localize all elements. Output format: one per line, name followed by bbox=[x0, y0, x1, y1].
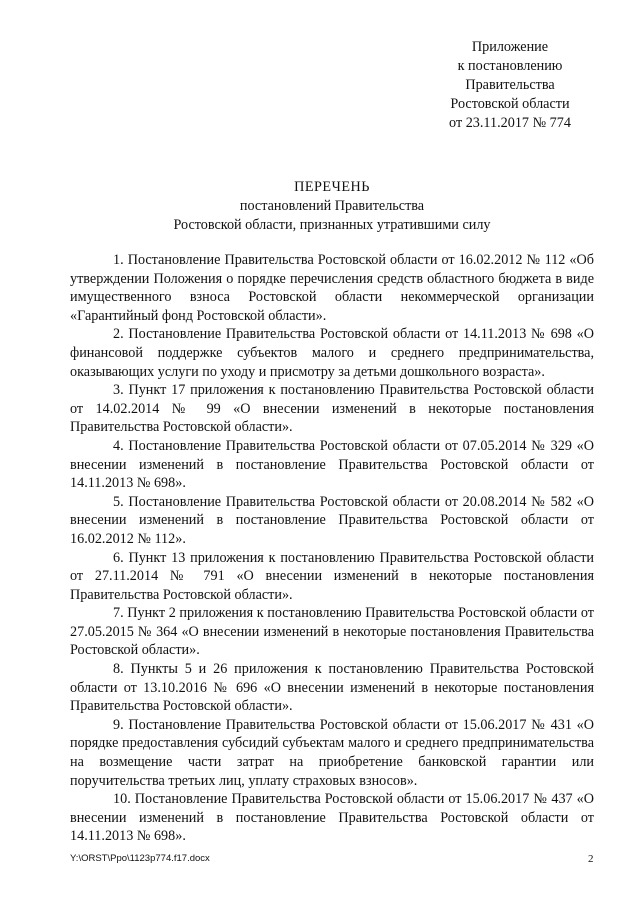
list-item: 10. Постановление Правительства Ростовской области от 15.06.2017 № 437 «О внесении изменений в постановление Правительства Ростовской области от 14.11.2013 № 698». bbox=[70, 791, 594, 845]
document-title: ПЕРЕЧЕНЬ bbox=[294, 179, 370, 195]
list-item: 5. Постановление Правительства Ростовской области от 20.08.2014 № 582 «О внесении изменений в постановление Правительства Ростовской области от 16.02.2012 № 112». bbox=[70, 493, 594, 547]
list-body bbox=[70, 251, 594, 846]
list-item: 6. Пункт 13 приложения к постановлению Правительства Ростовской области от 27.11.2014 № 791 «О внесении изменений в некоторые постановления Правительства Ростовской области». bbox=[70, 549, 594, 603]
list-item: 8. Пункты 5 и 26 приложения к постановлению Правительства Ростовской области от 13.10.2016 № 696 «О внесении изменений в некоторые постановления Правительства Ростовской области». bbox=[70, 661, 594, 715]
appendix-line: Правительства bbox=[465, 77, 555, 93]
appendix-line: к постановлению bbox=[457, 58, 563, 74]
list-item: 3. Пункт 17 приложения к постановлению Правительства Ростовской области от 14.02.2014 № 99 «О внесении изменений в некоторые постановления Правительства Ростовской области». bbox=[70, 382, 594, 436]
document-heading bbox=[70, 178, 594, 235]
appendix-line: от 23.11.2017 № 774 bbox=[449, 115, 571, 131]
list-item: 9. Постановление Правительства Ростовской области от 15.06.2017 № 431 «О порядке предоставления субсидий субъектам малого и среднего предпринимательства на возмещение части затрат на приобретение банковской гарантии или поручительства третьих лиц, уплату страховых взносов». bbox=[70, 716, 594, 789]
list-item: 1. Постановление Правительства Ростовской области от 16.02.2012 № 112 «Об утверждении Положения о порядке перечисления средств областного бюджета в виде имущественного взноса Ростовской области некоммерческой организации «Гарантийный фонд Ростовской области». bbox=[70, 252, 594, 324]
appendix-header bbox=[420, 38, 600, 133]
footer-page-number: 2 bbox=[588, 853, 594, 865]
appendix-line: Ростовской области bbox=[450, 96, 570, 112]
appendix-line: Приложение bbox=[471, 39, 549, 55]
document-subtitle: постановлений Правительства bbox=[239, 198, 425, 214]
footer-file-path: Y:\ORST\Ppo\1123p774.f17.docx bbox=[70, 853, 210, 864]
list-item: 2. Постановление Правительства Ростовской области от 14.11.2013 № 698 «О финансовой поддержке субъектов малого и среднего предпринимательства, оказывающих услуги по уходу и присмотру за детьми дошкольного возраста». bbox=[70, 326, 594, 380]
list-item: 7. Пункт 2 приложения к постановлению Правительства Ростовской области от 27.05.2015 № 364 «О внесении изменений в некоторые постановления Правительства Ростовской области». bbox=[70, 605, 594, 659]
document-subtitle-2: Ростовской области, признанных утратившими силу bbox=[173, 217, 491, 233]
list-item: 4. Постановление Правительства Ростовской области от 07.05.2014 № 329 «О внесении изменений в постановление Правительства Ростовской области от 14.11.2013 № 698». bbox=[70, 437, 594, 492]
